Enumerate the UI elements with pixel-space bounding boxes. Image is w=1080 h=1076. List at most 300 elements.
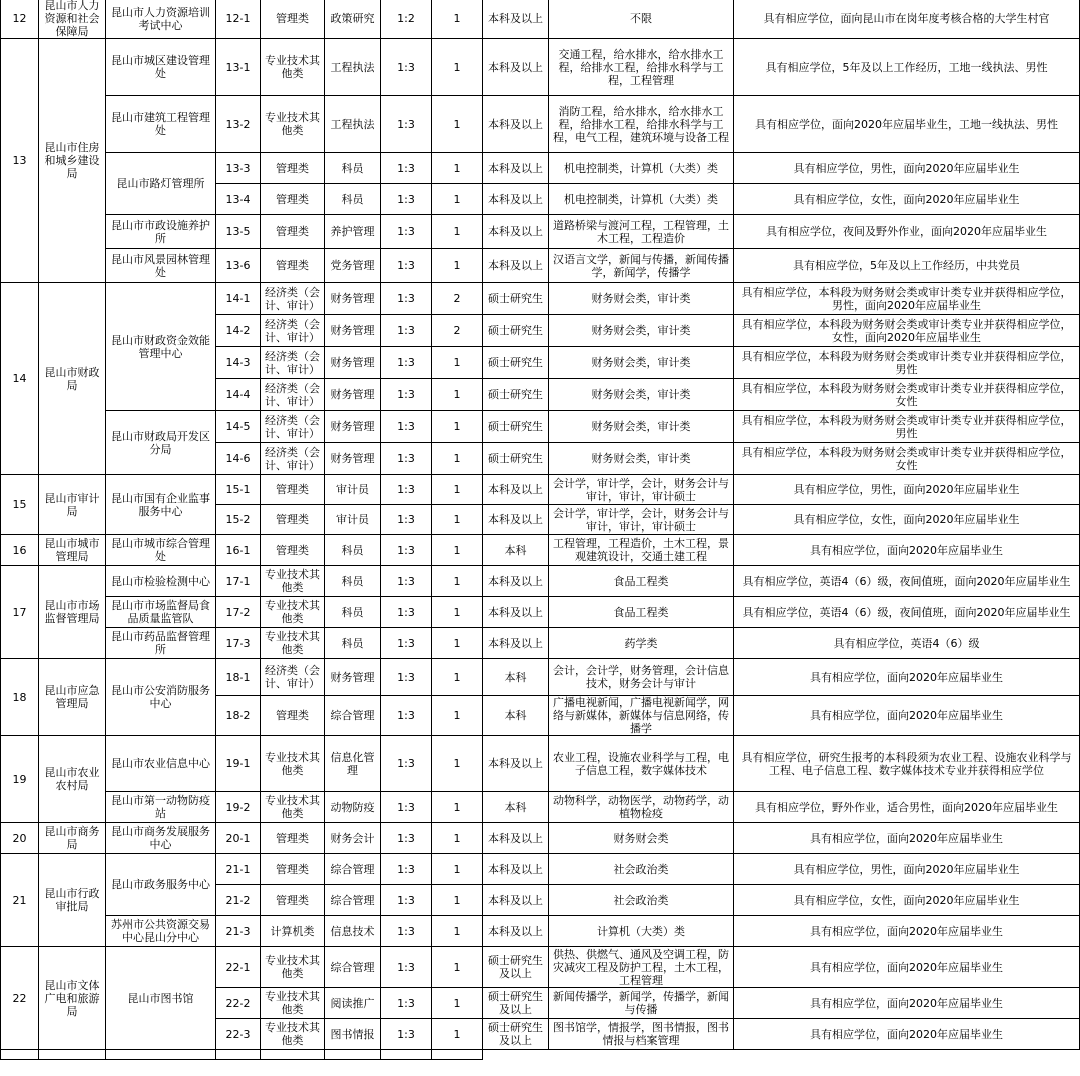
position-category-cell: 经济类（会计、审计）	[261, 411, 325, 443]
headcount-cell: 1	[432, 885, 483, 916]
dept-no-cell: 12	[1, 0, 39, 39]
dept-no-cell: 19	[1, 736, 39, 823]
requirements-cell: 具有相应学位，女性，面向2020年应届毕业生	[734, 505, 1080, 535]
exam-ratio-cell: 1:3	[381, 96, 432, 153]
exam-ratio-cell: 1:3	[381, 988, 432, 1019]
headcount-cell: 2	[432, 283, 483, 315]
position-code-cell: 14-2	[216, 315, 261, 347]
position-category-cell: 专业技术其他类	[261, 39, 325, 96]
dept-name-cell: 昆山市城市管理局	[39, 535, 106, 566]
exam-ratio-cell: 1:3	[381, 566, 432, 597]
requirements-cell: 具有相应学位，本科段为财务财会类或审计类专业并获得相应学位，女性	[734, 443, 1080, 475]
position-code-cell: 13-2	[216, 96, 261, 153]
position-code-cell: 14-6	[216, 443, 261, 475]
table-row	[1, 628, 1080, 659]
position-code-cell: 21-2	[216, 885, 261, 916]
major-cell: 财务财会类，审计类	[549, 411, 734, 443]
requirements-cell: 具有相应学位，面向2020年应届毕业生	[734, 696, 1080, 736]
major-cell: 财务财会类，审计类	[549, 379, 734, 411]
position-title-cell: 科员	[325, 153, 381, 184]
unit-name-cell: 昆山市公安消防服务中心	[106, 659, 216, 736]
headcount-cell: 1	[432, 736, 483, 792]
position-category-cell: 专业技术其他类	[261, 988, 325, 1019]
major-cell: 药学类	[549, 628, 734, 659]
education-cell: 硕士研究生及以上	[483, 947, 549, 988]
exam-ratio-cell: 1:3	[381, 535, 432, 566]
major-cell: 消防工程，给水排水，给水排水工程，给排水工程，给排水科学与工程，电气工程，建筑环境与设备工程	[549, 96, 734, 153]
position-code-cell: 21-3	[216, 916, 261, 947]
education-cell: 本科及以上	[483, 854, 549, 885]
table-row	[1, 283, 1080, 315]
requirements-cell: 具有相应学位，5年及以上工作经历，工地一线执法、男性	[734, 39, 1080, 96]
position-code-cell: 17-1	[216, 566, 261, 597]
dept-name-cell: 昆山市住房和城乡建设局	[39, 39, 106, 283]
headcount-cell: 1	[432, 659, 483, 696]
headcount-cell: 1	[432, 96, 483, 153]
headcount-cell: 1	[432, 184, 483, 215]
position-title-cell: 综合管理	[325, 947, 381, 988]
education-cell: 本科及以上	[483, 96, 549, 153]
position-title-cell: 工程执法	[325, 96, 381, 153]
headcount-cell: 1	[432, 379, 483, 411]
table-row	[1, 249, 1080, 283]
education-cell: 本科及以上	[483, 566, 549, 597]
position-title-cell: 政策研究	[325, 0, 381, 39]
headcount-cell: 1	[432, 411, 483, 443]
education-cell: 本科及以上	[483, 39, 549, 96]
position-title-cell: 财务管理	[325, 443, 381, 475]
position-category-cell	[39, 1050, 106, 1060]
position-title-cell: 综合管理	[325, 885, 381, 916]
major-cell: 机电控制类，计算机（大类）类	[549, 153, 734, 184]
exam-ratio-cell: 1:3	[381, 153, 432, 184]
major-cell: 财务财会类，审计类	[549, 315, 734, 347]
position-code-cell: 17-2	[216, 597, 261, 628]
headcount-cell: 1	[432, 0, 483, 39]
education-cell: 本科及以上	[483, 0, 549, 39]
position-code-cell: 22-3	[216, 1019, 261, 1050]
headcount-cell: 1	[432, 1019, 483, 1050]
education-cell: 本科	[483, 535, 549, 566]
requirements-cell: 具有相应学位，面向2020年应届毕业生	[734, 535, 1080, 566]
unit-name-cell: 昆山市检验检测中心	[106, 566, 216, 597]
dept-no-cell: 18	[1, 659, 39, 736]
headcount-cell: 1	[432, 153, 483, 184]
table-row	[1, 411, 1080, 443]
position-title-cell: 科员	[325, 566, 381, 597]
unit-name-cell: 昆山市图书馆	[106, 947, 216, 1050]
unit-name-cell: 昆山市城区建设管理处	[106, 39, 216, 96]
position-category-cell: 经济类（会计、审计）	[261, 347, 325, 379]
position-title-cell: 审计员	[325, 505, 381, 535]
education-cell: 本科及以上	[483, 916, 549, 947]
position-title-cell: 财务会计	[325, 823, 381, 854]
unit-name-cell: 昆山市商务发展服务中心	[106, 823, 216, 854]
table-row	[1, 792, 1080, 823]
position-title-cell: 科员	[325, 535, 381, 566]
exam-ratio-cell: 1:3	[381, 443, 432, 475]
requirements-cell: 具有相应学位，面向2020年应届毕业生	[734, 988, 1080, 1019]
position-title-cell: 综合管理	[325, 854, 381, 885]
unit-name-cell: 昆山市第一动物防疫站	[106, 792, 216, 823]
unit-name-cell: 昆山市政务服务中心	[106, 854, 216, 916]
exam-ratio-cell: 1:3	[381, 411, 432, 443]
table-row	[1, 475, 1080, 505]
education-cell: 本科	[483, 696, 549, 736]
headcount-cell: 1	[432, 854, 483, 885]
dept-no-cell: 22	[1, 947, 39, 1050]
requirements-cell: 具有相应学位，女性，面向2020年应届毕业生	[734, 184, 1080, 215]
position-code-cell: 14-1	[216, 283, 261, 315]
position-title-cell: 财务管理	[325, 659, 381, 696]
position-category-cell: 管理类	[261, 249, 325, 283]
position-category-cell: 专业技术其他类	[261, 947, 325, 988]
position-category-cell: 专业技术其他类	[261, 792, 325, 823]
table-row	[1, 736, 1080, 792]
education-cell: 本科及以上	[483, 153, 549, 184]
education-cell: 本科及以上	[483, 885, 549, 916]
requirements-cell: 具有相应学位，英语4（6）级	[734, 628, 1080, 659]
education-cell: 硕士研究生	[483, 315, 549, 347]
requirements-cell: 具有相应学位，男性，面向2020年应届毕业生	[734, 854, 1080, 885]
position-title-cell: 财务管理	[325, 283, 381, 315]
table-row	[1, 597, 1080, 628]
position-category-cell: 管理类	[261, 153, 325, 184]
major-cell: 财务财会类，审计类	[549, 283, 734, 315]
major-cell: 不限	[549, 0, 734, 39]
position-title-cell: 党务管理	[325, 249, 381, 283]
exam-ratio-cell: 1:3	[381, 347, 432, 379]
exam-ratio-cell: 1:3	[381, 379, 432, 411]
table-row	[1, 0, 1080, 39]
position-code-cell: 14-4	[216, 379, 261, 411]
dept-no-cell: 21	[1, 854, 39, 947]
major-cell: 交通工程，给水排水，给水排水工程，给排水工程，给排水科学与工程，工程管理	[549, 39, 734, 96]
position-title-cell: 阅读推广	[325, 988, 381, 1019]
major-cell: 农业工程，设施农业科学与工程，电子信息工程，数字媒体技术	[549, 736, 734, 792]
major-cell: 供热、供燃气、通风及空调工程，防灾减灾工程及防护工程，土木工程，工程管理	[549, 947, 734, 988]
position-category-cell: 经济类（会计、审计）	[261, 379, 325, 411]
exam-ratio-cell: 1:3	[381, 215, 432, 249]
dept-name-cell: 昆山市农业农村局	[39, 736, 106, 823]
position-category-cell: 专业技术其他类	[261, 566, 325, 597]
exam-ratio-cell: 1:3	[381, 792, 432, 823]
headcount-cell: 1	[432, 215, 483, 249]
education-cell: 硕士研究生	[483, 283, 549, 315]
headcount-cell: 1	[432, 823, 483, 854]
table-row	[1, 916, 1080, 947]
requirements-cell: 具有相应学位，野外作业，适合男性，面向2020年应届毕业生	[734, 792, 1080, 823]
position-category-cell: 管理类	[261, 696, 325, 736]
unit-name-cell: 昆山市市政设施养护所	[106, 215, 216, 249]
major-cell: 社会政治类	[549, 854, 734, 885]
headcount-cell: 1	[432, 443, 483, 475]
major-cell: 财务财会类	[549, 823, 734, 854]
requirements-cell: 具有相应学位，面向2020年应届毕业生，工地一线执法、男性	[734, 96, 1080, 153]
table-row	[1, 854, 1080, 885]
requirements-cell: 具有相应学位，面向2020年应届毕业生	[734, 1019, 1080, 1050]
major-cell	[381, 1050, 432, 1060]
education-cell: 本科及以上	[483, 597, 549, 628]
position-title-cell: 养护管理	[325, 215, 381, 249]
table-row	[1, 39, 1080, 96]
position-title-cell: 财务管理	[325, 347, 381, 379]
requirements-cell	[432, 1050, 483, 1060]
requirements-cell: 具有相应学位，面向2020年应届毕业生	[734, 659, 1080, 696]
requirements-cell: 具有相应学位，面向昆山市在岗年度考核合格的大学生村官	[734, 0, 1080, 39]
position-code-cell: 13-4	[216, 184, 261, 215]
education-cell: 硕士研究生	[483, 411, 549, 443]
table-row	[1, 215, 1080, 249]
headcount-cell: 1	[432, 475, 483, 505]
position-category-cell: 专业技术其他类	[261, 597, 325, 628]
position-code-cell: 18-1	[216, 659, 261, 696]
headcount-cell: 1	[432, 947, 483, 988]
exam-ratio-cell: 1:3	[381, 283, 432, 315]
unit-name-cell: 昆山市风景园林管理处	[106, 249, 216, 283]
table-row	[1, 153, 1080, 184]
education-cell: 本科及以上	[483, 823, 549, 854]
exam-ratio-cell: 1:3	[381, 736, 432, 792]
dept-name-cell: 昆山市财政局	[39, 283, 106, 475]
headcount-cell: 1	[432, 916, 483, 947]
education-cell: 本科及以上	[483, 215, 549, 249]
headcount-cell: 1	[432, 792, 483, 823]
table-row	[1, 566, 1080, 597]
position-category-cell: 经济类（会计、审计）	[261, 315, 325, 347]
exam-ratio-cell: 1:3	[381, 696, 432, 736]
dept-no-cell: 16	[1, 535, 39, 566]
exam-ratio-cell: 1:3	[381, 505, 432, 535]
headcount-cell: 1	[432, 249, 483, 283]
dept-name-cell: 昆山市市场监督管理局	[39, 566, 106, 659]
position-code-cell: 14-5	[216, 411, 261, 443]
unit-name-cell: 昆山市建筑工程管理处	[106, 96, 216, 153]
requirements-cell: 具有相应学位，面向2020年应届毕业生	[734, 947, 1080, 988]
position-title-cell: 图书情报	[325, 1019, 381, 1050]
position-title-cell	[106, 1050, 216, 1060]
major-cell: 汉语言文学，新闻与传播，新闻传播学，新闻学，传播学	[549, 249, 734, 283]
exam-ratio-cell	[216, 1050, 261, 1060]
headcount-cell	[261, 1050, 325, 1060]
dept-name-cell: 昆山市行政审批局	[39, 854, 106, 947]
education-cell: 本科及以上	[483, 736, 549, 792]
position-code-cell: 15-2	[216, 505, 261, 535]
position-code-cell: 16-1	[216, 535, 261, 566]
position-code-cell: 22-1	[216, 947, 261, 988]
requirements-cell: 具有相应学位，本科段为财务财会类或审计类专业并获得相应学位，女性，面向2020年应届毕业生	[734, 315, 1080, 347]
position-code-cell: 13-3	[216, 153, 261, 184]
position-category-cell: 管理类	[261, 823, 325, 854]
major-cell: 工程管理，工程造价，土木工程，景观建筑设计，交通土建工程	[549, 535, 734, 566]
position-title-cell: 财务管理	[325, 379, 381, 411]
exam-ratio-cell: 1:3	[381, 885, 432, 916]
requirements-cell: 具有相应学位，面向2020年应届毕业生	[734, 823, 1080, 854]
position-category-cell: 管理类	[261, 0, 325, 39]
headcount-cell: 1	[432, 535, 483, 566]
position-title-cell: 信息技术	[325, 916, 381, 947]
position-code-cell: 13-6	[216, 249, 261, 283]
position-title-cell: 财务管理	[325, 315, 381, 347]
requirements-cell: 具有相应学位，男性，面向2020年应届毕业生	[734, 475, 1080, 505]
requirements-cell: 具有相应学位，本科段为财务财会类或审计类专业并获得相应学位，男性，面向2020年应届毕业生	[734, 283, 1080, 315]
requirements-cell: 具有相应学位，英语4（6）级，夜间值班，面向2020年应届毕业生	[734, 597, 1080, 628]
exam-ratio-cell: 1:3	[381, 659, 432, 696]
unit-name-cell: 昆山市药品监督管理所	[106, 628, 216, 659]
dept-no-cell: 15	[1, 475, 39, 535]
position-category-cell: 管理类	[261, 885, 325, 916]
position-code-cell: 22-2	[216, 988, 261, 1019]
position-title-cell: 综合管理	[325, 696, 381, 736]
position-category-cell: 管理类	[261, 535, 325, 566]
position-code-cell: 21-1	[216, 854, 261, 885]
education-cell: 硕士研究生	[483, 443, 549, 475]
table-body	[1, 0, 1080, 1060]
education-cell: 本科	[483, 792, 549, 823]
unit-name-cell: 苏州市公共资源交易中心昆山分中心	[106, 916, 216, 947]
major-cell: 食品工程类	[549, 566, 734, 597]
requirements-cell: 具有相应学位，本科段为财务财会类或审计类专业并获得相应学位，男性	[734, 411, 1080, 443]
dept-name-cell: 昆山市应急管理局	[39, 659, 106, 736]
position-title-cell: 信息化管理	[325, 736, 381, 792]
position-title-cell: 动物防疫	[325, 792, 381, 823]
requirements-cell: 具有相应学位，研究生报考的本科段须为农业工程、设施农业科学与工程、电子信息工程、数字媒体技术专业并获得相应学位	[734, 736, 1080, 792]
exam-ratio-cell: 1:3	[381, 39, 432, 96]
requirements-cell: 具有相应学位，男性，面向2020年应届毕业生	[734, 153, 1080, 184]
exam-ratio-cell: 1:3	[381, 315, 432, 347]
position-code-cell: 19-1	[216, 736, 261, 792]
requirements-cell: 具有相应学位，本科段为财务财会类或审计类专业并获得相应学位，男性	[734, 347, 1080, 379]
major-cell: 动物科学，动物医学，动物药学，动植物检疫	[549, 792, 734, 823]
education-cell: 本科及以上	[483, 475, 549, 505]
major-cell: 计算机（大类）类	[549, 916, 734, 947]
major-cell: 食品工程类	[549, 597, 734, 628]
major-cell: 财务财会类，审计类	[549, 347, 734, 379]
position-code-cell: 17-3	[216, 628, 261, 659]
position-category-cell: 管理类	[261, 475, 325, 505]
education-cell: 本科及以上	[483, 184, 549, 215]
position-category-cell: 管理类	[261, 184, 325, 215]
education-cell: 本科	[483, 659, 549, 696]
position-code-cell: 13-1	[216, 39, 261, 96]
position-code-cell: 14-3	[216, 347, 261, 379]
position-category-cell: 经济类（会计、审计）	[261, 659, 325, 696]
position-code-cell: 20-1	[216, 823, 261, 854]
unit-name-cell: 昆山市市场监督局食品质量监管队	[106, 597, 216, 628]
major-cell: 广播电视新闻，广播电视新闻学，网络与新媒体，新媒体与信息网络，传播学	[549, 696, 734, 736]
position-category-cell: 专业技术其他类	[261, 1019, 325, 1050]
education-cell: 硕士研究生	[483, 379, 549, 411]
education-cell: 本科及以上	[483, 628, 549, 659]
position-title-cell: 工程执法	[325, 39, 381, 96]
education-cell: 硕士研究生及以上	[483, 988, 549, 1019]
headcount-cell: 1	[432, 597, 483, 628]
education-cell: 硕士研究生及以上	[483, 1019, 549, 1050]
requirements-cell: 具有相应学位，夜间及野外作业，面向2020年应届毕业生	[734, 215, 1080, 249]
position-category-cell: 经济类（会计、审计）	[261, 283, 325, 315]
exam-ratio-cell: 1:3	[381, 597, 432, 628]
position-category-cell: 管理类	[261, 854, 325, 885]
position-category-cell: 管理类	[261, 215, 325, 249]
major-cell: 会计学，审计学，会计，财务会计与审计，审计，审计硕士	[549, 505, 734, 535]
position-category-cell: 经济类（会计、审计）	[261, 443, 325, 475]
position-title-cell: 科员	[325, 184, 381, 215]
education-cell: 本科及以上	[483, 249, 549, 283]
exam-ratio-cell: 1:3	[381, 823, 432, 854]
requirements-cell: 具有相应学位，5年及以上工作经历，中共党员	[734, 249, 1080, 283]
headcount-cell: 1	[432, 347, 483, 379]
unit-name-cell: 昆山市财政局开发区分局	[106, 411, 216, 475]
education-cell: 硕士研究生	[483, 347, 549, 379]
position-category-cell: 管理类	[261, 505, 325, 535]
dept-no-cell: 14	[1, 283, 39, 475]
major-cell: 图书馆学，情报学，图书情报，图书情报与档案管理	[549, 1019, 734, 1050]
exam-ratio-cell: 1:3	[381, 249, 432, 283]
position-title-cell: 科员	[325, 597, 381, 628]
position-category-cell: 专业技术其他类	[261, 628, 325, 659]
position-title-cell: 财务管理	[325, 411, 381, 443]
position-code-cell: 18-2	[216, 696, 261, 736]
exam-ratio-cell: 1:3	[381, 184, 432, 215]
position-category-cell: 专业技术其他类	[261, 96, 325, 153]
headcount-cell: 1	[432, 566, 483, 597]
exam-ratio-cell: 1:3	[381, 916, 432, 947]
unit-name-cell: 昆山市路灯管理所	[106, 153, 216, 215]
unit-name-cell: 昆山市农业信息中心	[106, 736, 216, 792]
exam-ratio-cell: 1:3	[381, 854, 432, 885]
position-title-cell: 审计员	[325, 475, 381, 505]
position-code-cell: 12-1	[216, 0, 261, 39]
table-row	[1, 96, 1080, 153]
dept-name-cell: 昆山市文体广电和旅游局	[39, 947, 106, 1050]
exam-ratio-cell: 1:3	[381, 628, 432, 659]
headcount-cell: 1	[432, 39, 483, 96]
table-row	[1, 535, 1080, 566]
table-row	[1, 823, 1080, 854]
table-row	[1, 1050, 1080, 1060]
major-cell: 新闻传播学，新闻学，传播学，新闻与传播	[549, 988, 734, 1019]
exam-ratio-cell: 1:3	[381, 947, 432, 988]
dept-name-cell: 昆山市商务局	[39, 823, 106, 854]
unit-name-cell: 昆山市人力资源培训考试中心	[106, 0, 216, 39]
position-code-cell	[1, 1050, 39, 1060]
major-cell: 会计，会计学，财务管理，会计信息技术，财务会计与审计	[549, 659, 734, 696]
headcount-cell: 2	[432, 315, 483, 347]
position-category-cell: 专业技术其他类	[261, 736, 325, 792]
requirements-cell: 具有相应学位，本科段为财务财会类或审计类专业并获得相应学位，女性	[734, 379, 1080, 411]
exam-ratio-cell: 1:3	[381, 1019, 432, 1050]
headcount-cell: 1	[432, 988, 483, 1019]
headcount-cell: 1	[432, 505, 483, 535]
major-cell: 道路桥梁与渡河工程，工程管理，土木工程，工程造价	[549, 215, 734, 249]
exam-ratio-cell: 1:3	[381, 475, 432, 505]
requirements-cell: 具有相应学位，面向2020年应届毕业生	[734, 916, 1080, 947]
education-cell: 本科及以上	[483, 505, 549, 535]
dept-no-cell: 17	[1, 566, 39, 659]
unit-name-cell: 昆山市财政资金效能管理中心	[106, 283, 216, 411]
position-code-cell: 15-1	[216, 475, 261, 505]
dept-no-cell: 20	[1, 823, 39, 854]
dept-name-cell: 昆山市审计局	[39, 475, 106, 535]
position-category-cell: 计算机类	[261, 916, 325, 947]
unit-name-cell: 昆山市国有企业监事服务中心	[106, 475, 216, 535]
unit-name-cell: 昆山市城市综合管理处	[106, 535, 216, 566]
requirements-cell: 具有相应学位，英语4（6）级，夜间值班，面向2020年应届毕业生	[734, 566, 1080, 597]
dept-no-cell: 13	[1, 39, 39, 283]
table-row	[1, 659, 1080, 696]
headcount-cell: 1	[432, 696, 483, 736]
education-cell	[325, 1050, 381, 1060]
